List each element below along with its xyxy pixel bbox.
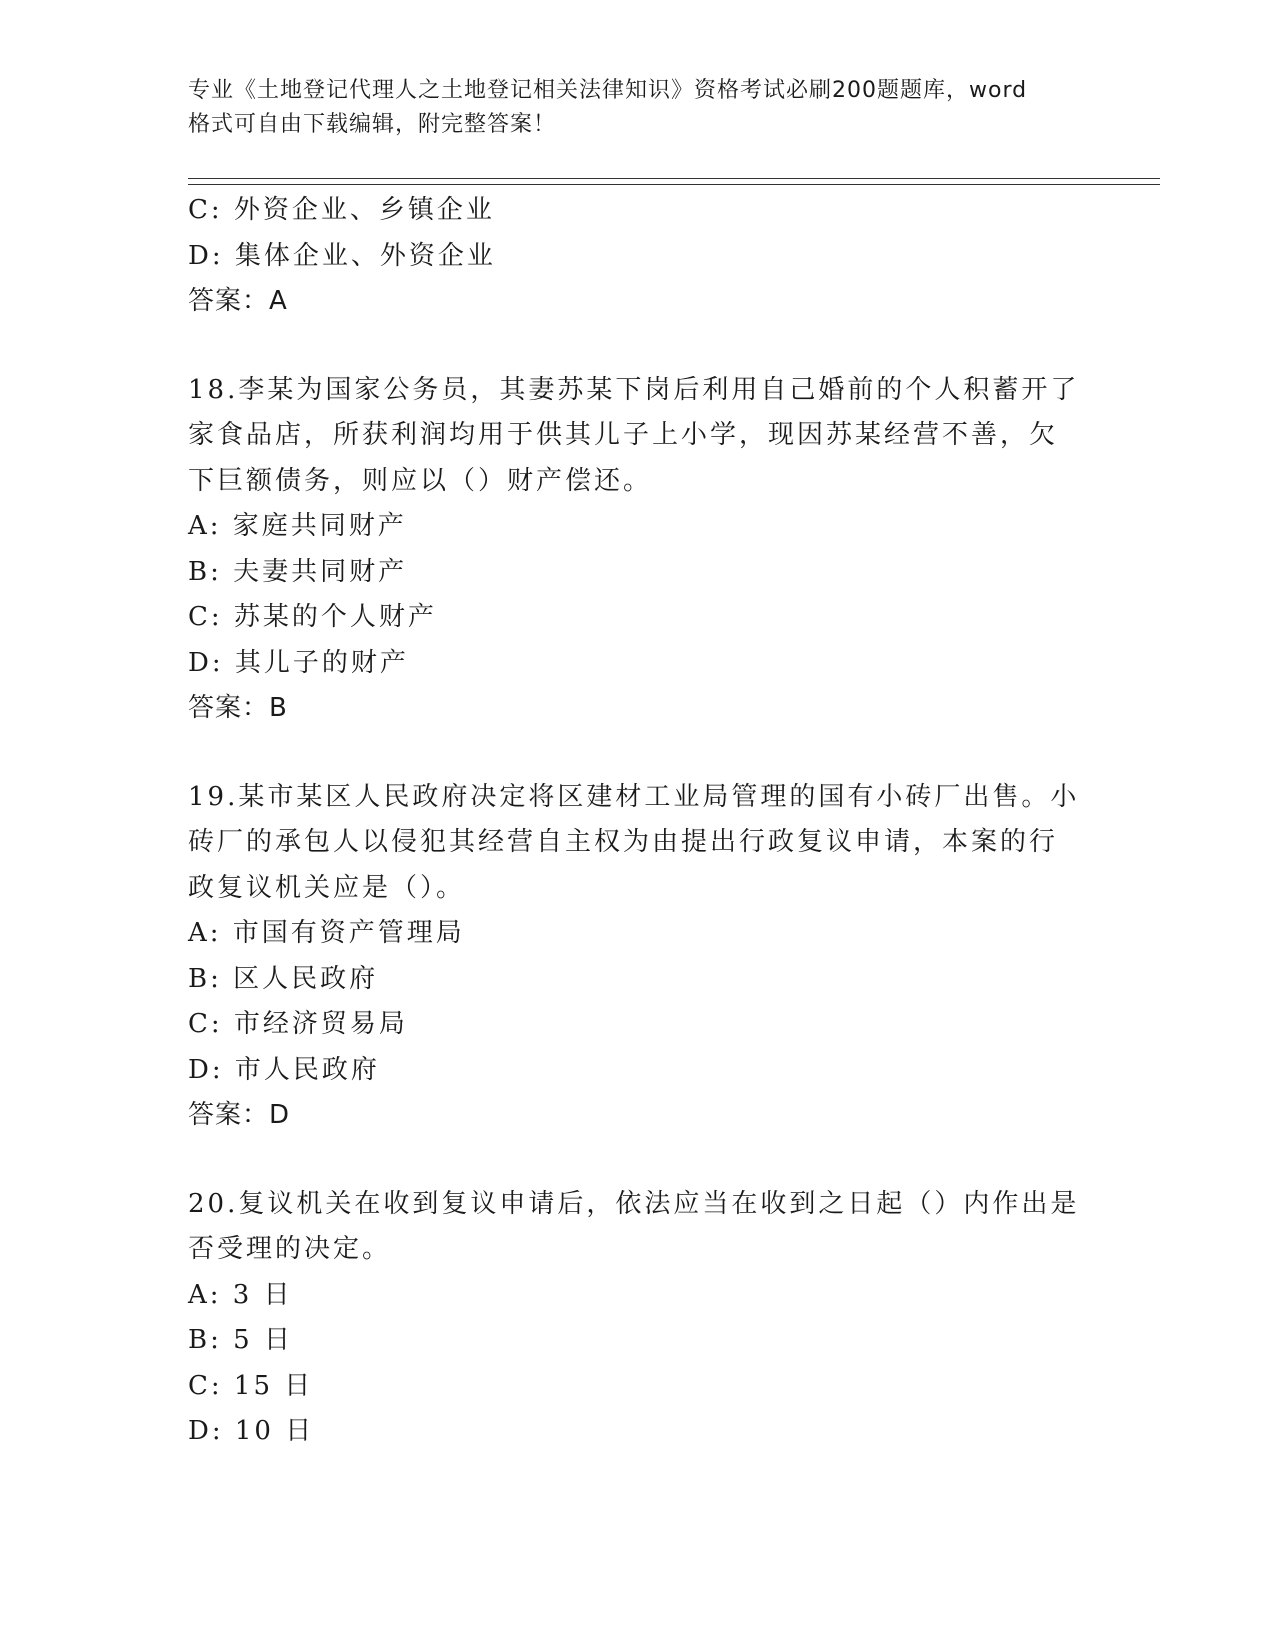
answer-line: 答案：D	[188, 1100, 291, 1130]
question-text-line: 下巨额债务，则应以（）财产偿还。	[188, 465, 653, 496]
option-b: B: 夫妻共同财产	[188, 556, 408, 587]
option-d: D: 集体企业、外资企业	[188, 240, 496, 271]
option-a: A: 家庭共同财产	[188, 511, 407, 541]
option-d: D: 10 日	[188, 1416, 315, 1446]
answer-line: 答案：B	[188, 693, 288, 723]
answer-line: 答案：A	[188, 286, 288, 316]
option-c: C: 市经济贸易局	[188, 1009, 408, 1039]
option-c: C: 苏某的个人财产	[188, 602, 437, 632]
header-line-1: 专业《土地登记代理人之土地登记相关法律知识》资格考试必刷200题题库，word	[188, 78, 1028, 103]
option-a: A: 市国有资产管理局	[188, 918, 465, 948]
question-text-line: 19.某市某区人民政府决定将区建材工业局管理的国有小砖厂出售。小	[188, 781, 1080, 812]
question-18	[188, 368, 1088, 732]
option-c: C: 外资企业、乡镇企业	[188, 195, 495, 225]
option-a: A: 3 日	[188, 1279, 293, 1310]
question-text-line: 砖厂的承包人以侵犯其经营自主权为由提出行政复议申请，本案的行	[188, 827, 1059, 857]
option-d: D: 市人民政府	[188, 1054, 380, 1085]
question-17-continued	[188, 188, 1088, 325]
page-header	[188, 74, 1088, 142]
option-b: B: 区人民政府	[188, 963, 379, 994]
question-text-line: 政复议机关应是（）。	[188, 872, 466, 903]
question-text-line: 否受理的决定。	[188, 1234, 392, 1264]
question-text-line: 18.李某为国家公务员，其妻苏某下岗后利用自己婚前的个人积蓄开了	[188, 374, 1080, 405]
option-d: D: 其儿子的财产	[188, 647, 409, 678]
question-19	[188, 775, 1088, 1139]
option-b: B: 5 日	[188, 1325, 293, 1355]
question-text-line: 家食品店，所获利润均用于供其儿子上小学，现因苏某经营不善，欠	[188, 420, 1059, 450]
header-divider	[188, 178, 1160, 185]
question-text-line: 20.复议机关在收到复议申请后，依法应当在收到之日起（）内作出是	[188, 1188, 1080, 1219]
option-c: C: 15 日	[188, 1370, 314, 1401]
question-content	[188, 188, 1088, 1455]
question-20	[188, 1182, 1088, 1455]
header-line-2: 格式可自由下载编辑，附完整答案！	[188, 112, 557, 137]
